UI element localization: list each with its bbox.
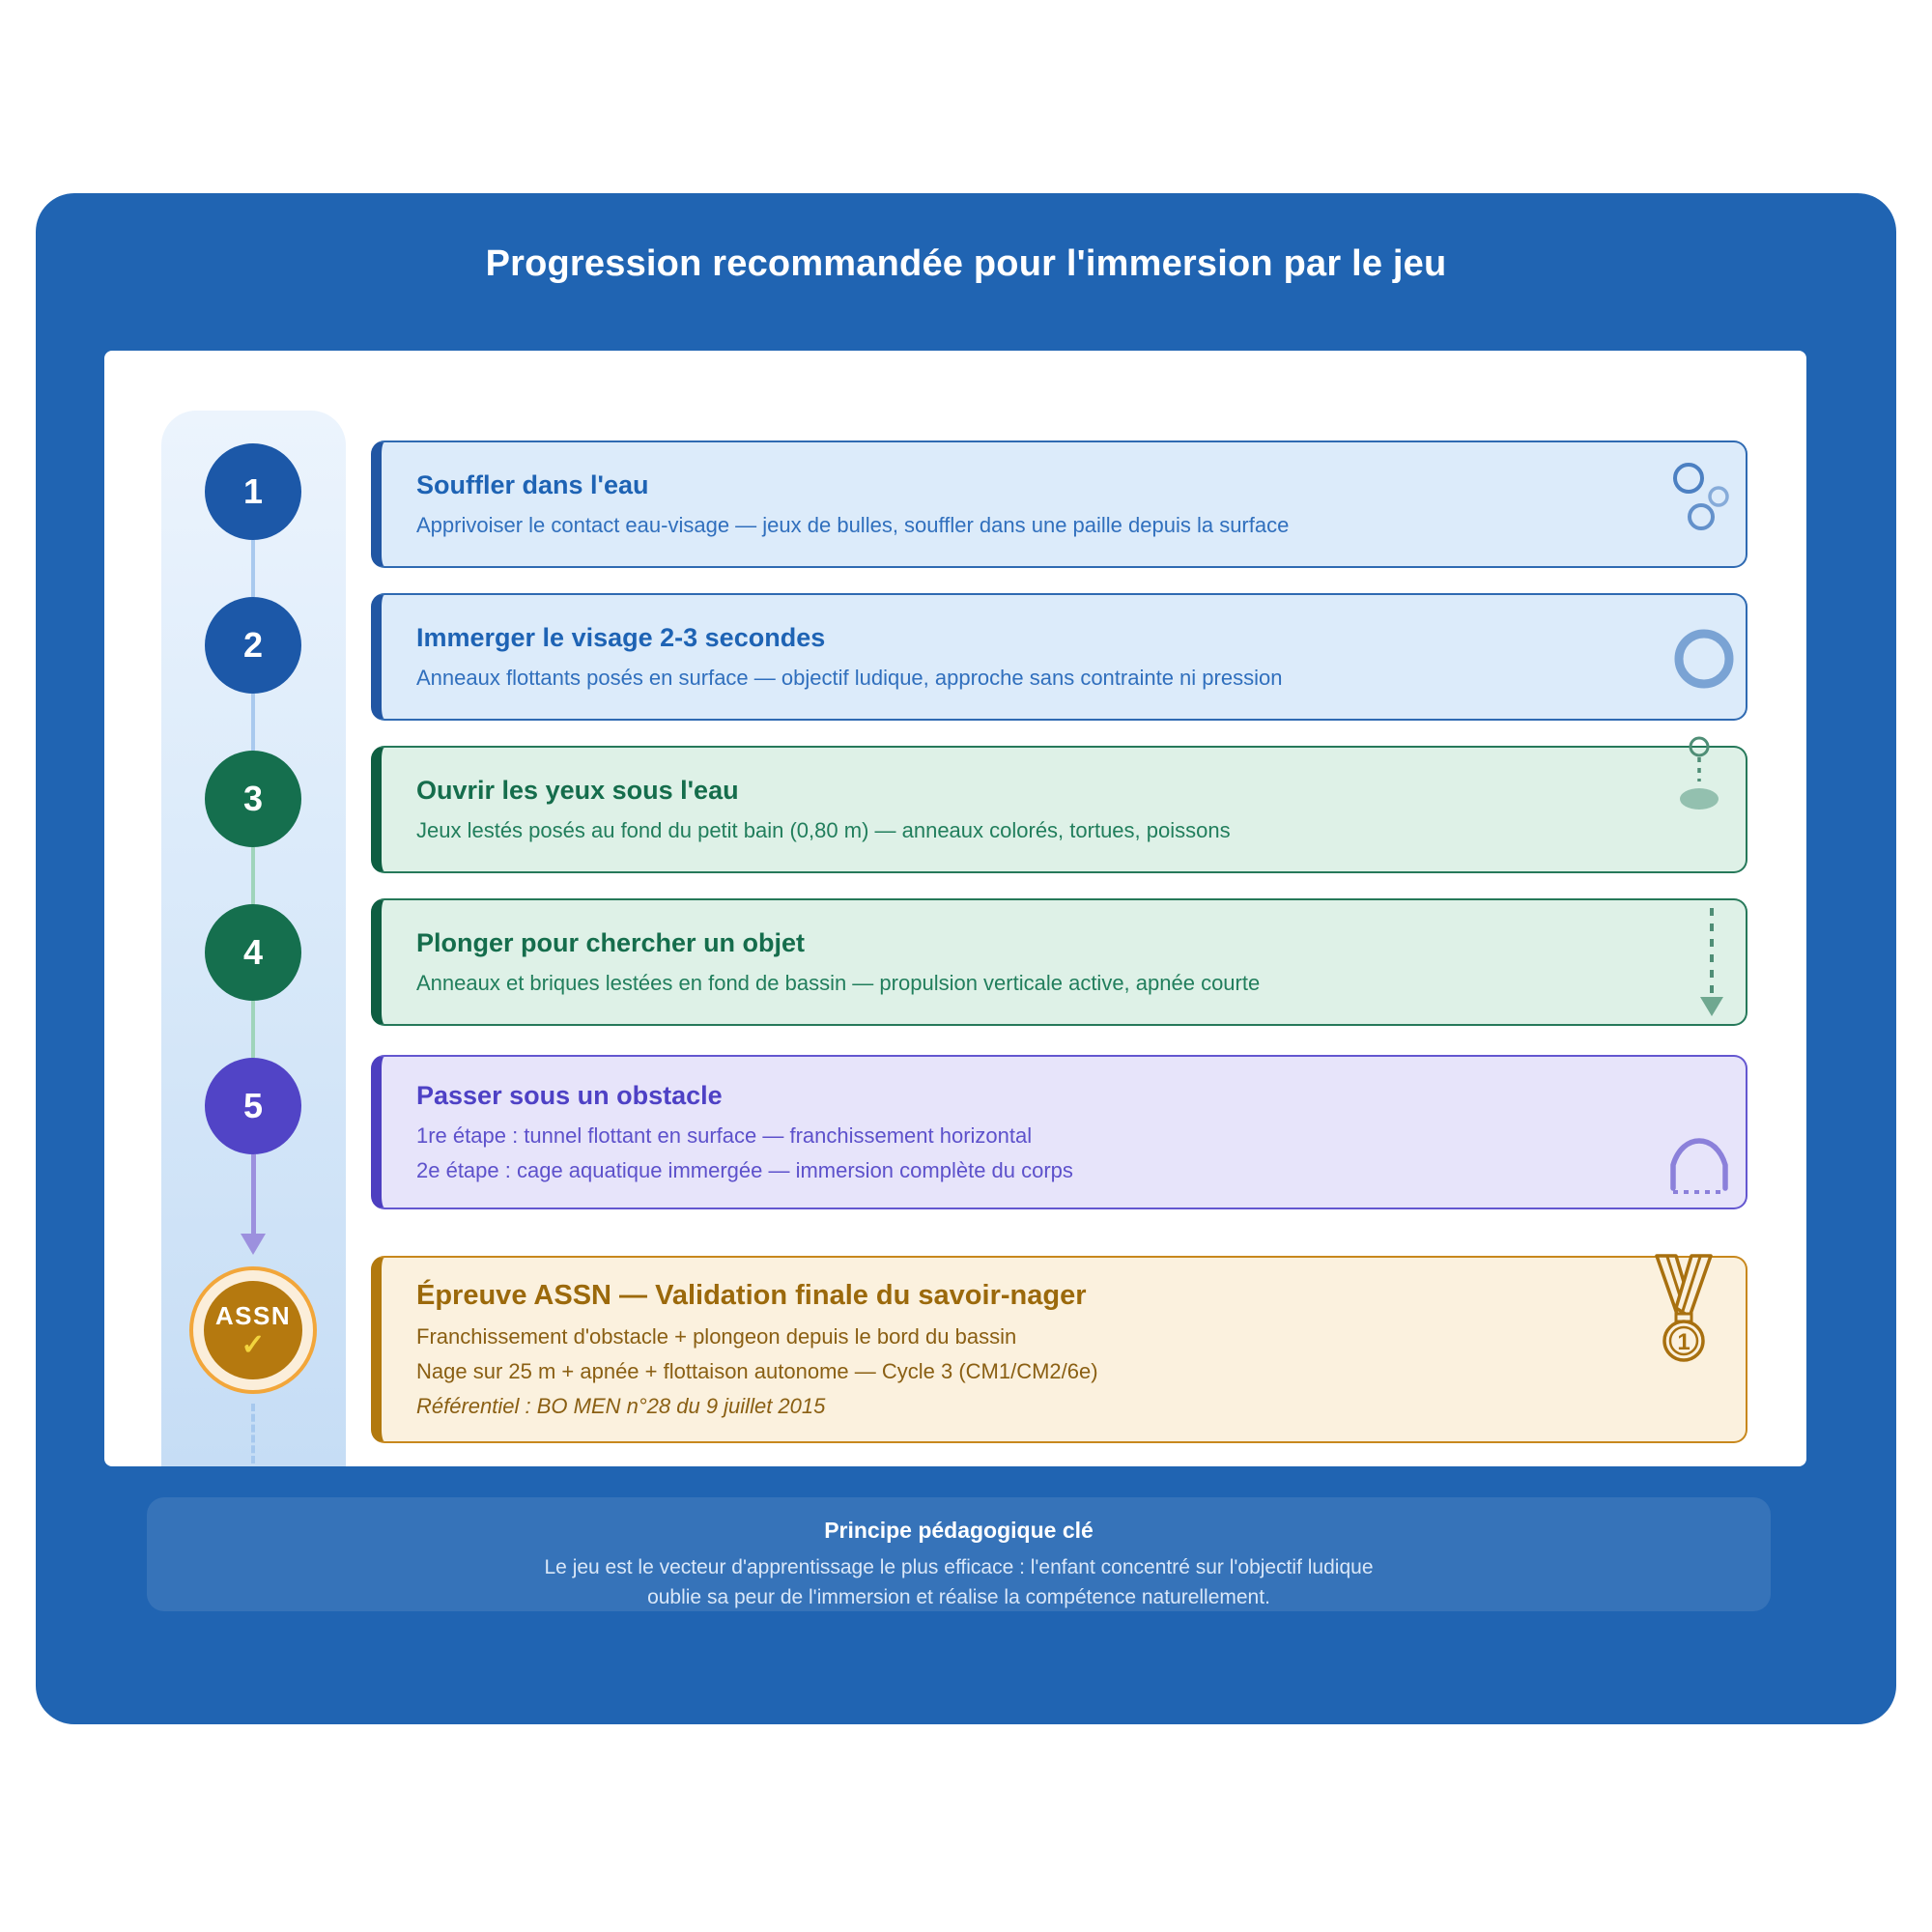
step-card-4 — [371, 898, 1747, 1026]
step-card-5 — [371, 1055, 1747, 1209]
step-description: Anneaux et briques lestées en fond de bassin — propulsion verticale active, apnée courte — [416, 971, 1261, 995]
sinking-object-icon — [1670, 735, 1728, 822]
dashed-connector — [251, 1404, 255, 1463]
connector-line — [251, 847, 255, 904]
assn-reference: Référentiel : BO MEN n°28 du 9 juillet 2015 — [416, 1394, 826, 1418]
step-title: Immerger le visage 2-3 secondes — [416, 623, 826, 652]
principle-panel — [147, 1497, 1771, 1611]
progression-panel — [104, 351, 1806, 1466]
step-number: 5 — [242, 1086, 264, 1125]
step-number: 3 — [242, 779, 264, 818]
tunnel-icon — [1664, 1136, 1734, 1198]
principle-line-1: Le jeu est le vecteur d'apprentissage le plus efficace : l'enfant concentré sur l'objectif ludique — [544, 1556, 1374, 1578]
step-circle-5 — [205, 1058, 301, 1154]
step-description: 1re étape : tunnel flottant en surface — franchissement horizontal — [416, 1123, 1033, 1148]
arrow-head-icon — [241, 1234, 266, 1255]
arrow-connector — [251, 1154, 256, 1234]
connector-line — [251, 540, 255, 597]
medal-icon — [1637, 1254, 1730, 1364]
down-arrow-icon — [1695, 906, 1728, 1020]
bubbles-icon — [1655, 458, 1734, 531]
step-number: 2 — [242, 625, 264, 665]
step-title: Passer sous un obstacle — [416, 1081, 723, 1110]
medal-number: 1 — [1677, 1329, 1690, 1355]
connector-line — [251, 1001, 255, 1058]
principle-line-2: oublie sa peur de l'immersion et réalise la compétence naturellement. — [647, 1586, 1270, 1608]
step-title: Souffler dans l'eau — [416, 470, 649, 499]
step-description: 2e étape : cage aquatique immergée — immersion complète du corps — [416, 1158, 1073, 1182]
assn-description: Franchissement d'obstacle + plongeon depuis le bord du bassin — [416, 1324, 1017, 1349]
step-title: Ouvrir les yeux sous l'eau — [416, 776, 739, 805]
principle-text — [147, 1552, 1771, 1612]
principle-title: Principe pédagogique clé — [824, 1518, 1094, 1543]
step-card-1 — [371, 440, 1747, 568]
ring-icon — [1670, 625, 1738, 693]
step-description: Apprivoiser le contact eau-visage — jeux de bulles, souffler dans une paille depuis la surface — [416, 513, 1290, 537]
step-circle-3 — [205, 751, 301, 847]
step-description: Jeux lestés posés au fond du petit bain (0,80 m) — anneaux colorés, tortues, poissons — [416, 818, 1231, 842]
step-card-2 — [371, 593, 1747, 721]
page-title: Progression recommandée pour l'immersion par le jeu — [485, 243, 1447, 284]
step-number: 1 — [242, 471, 264, 511]
assn-title: Épreuve ASSN — Validation finale du savoir-nager — [416, 1280, 1087, 1311]
step-circle-1 — [205, 443, 301, 540]
step-title: Plonger pour chercher un objet — [416, 928, 806, 957]
connector-line — [251, 694, 255, 751]
step-number: 4 — [242, 932, 264, 972]
step-card-3 — [371, 746, 1747, 873]
assn-description: Nage sur 25 m + apnée + flottaison autonome — Cycle 3 (CM1/CM2/6e) — [416, 1359, 1098, 1383]
assn-badge-label: ASSN — [214, 1300, 292, 1330]
step-circle-2 — [205, 597, 301, 694]
assn-final-card — [371, 1256, 1747, 1443]
assn-medal-inner — [204, 1281, 302, 1379]
assn-medal-badge — [189, 1266, 317, 1394]
step-description: Anneaux flottants posés en surface — objectif ludique, approche sans contrainte ni pression — [416, 666, 1283, 690]
check-icon: ✓ — [241, 1328, 266, 1361]
infographic-container — [36, 193, 1896, 1724]
step-circle-4 — [205, 904, 301, 1001]
